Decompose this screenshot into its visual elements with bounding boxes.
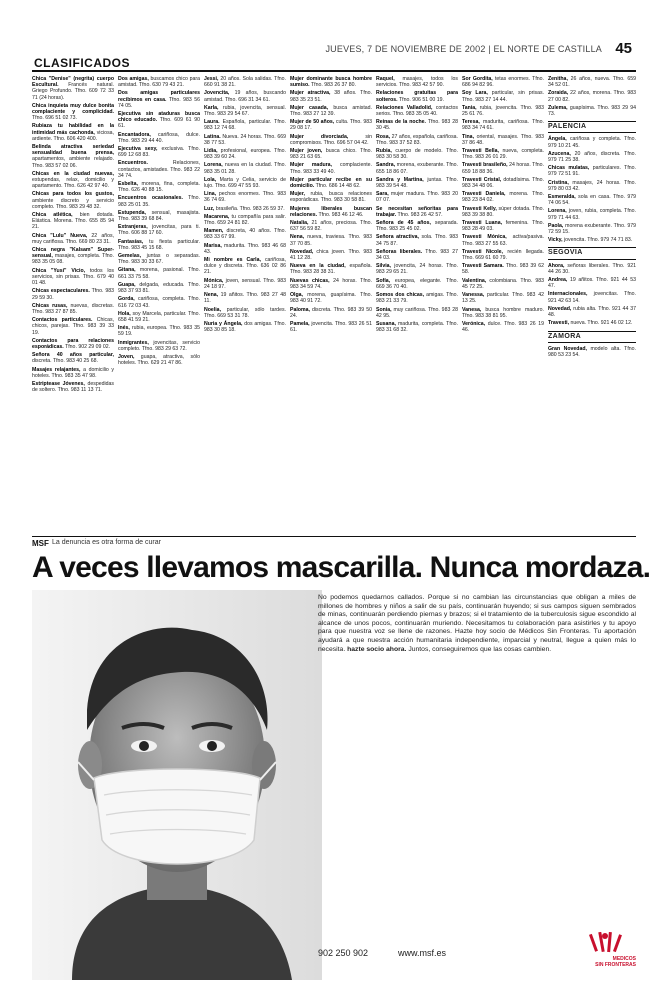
classified-ad: Joven, guapa, atractiva, sólo hoteles. Tfno. 629 21 47 86.: [118, 353, 200, 367]
classified-ad: Teresa, madurita, cariñosa. Tfno. 983 34 74 61.: [462, 119, 544, 132]
classified-ad: Latina. Nueva. 24 horas. Tfno. 669 38 77 53.: [204, 133, 286, 146]
classified-ad: Señora 40 años particular, discreta. Tfno. 983 40 25 68.: [32, 352, 114, 365]
classified-ad: Sor Gordita, tetas enormes. Tfno. 686 94 82 96.: [462, 76, 544, 89]
region-heading: PALENCIA: [548, 121, 636, 133]
classified-ad: Dos amigas, buscamos chico para amistad. Tfno. 630 79 43 21.: [118, 76, 200, 89]
classified-ad: Chicas espectaculares. Tfno. 983 29 59 30.: [32, 288, 114, 301]
classified-ad: Silvia, jovencita, 24 horas. Tfno. 983 29 65 21.: [376, 263, 458, 276]
msf-tagline: La denuncia es otra forma de curar: [52, 539, 161, 546]
classified-ad: Rubiaza tu habilidad en la intimidad más cachonda, viciosa, ardiente. Tfno. 606 420 400.: [32, 123, 114, 142]
classified-ad: Chica "Denise" (negrita) cuerpo Escultural. Francés natural. Griego Profundo. Tfno. 609 72 33 71 (24 horas).: [32, 76, 114, 101]
classified-ad: Lina, pechos enormes. Tfno. 983 36 74 69.: [204, 191, 286, 204]
classified-ad: Gitana, morena, pasional. Tfno. 661 33 75 58.: [118, 267, 200, 280]
classified-ad: Chicas mulatas, particulares. Tfno. 979 72 51 91.: [548, 165, 636, 178]
classified-ad: Marisa, madurita. Tfno. 983 46 68 43.: [204, 242, 286, 255]
classified-ad: Fantasías, tu fiesta particular. Tfno. 983 45 15 68.: [118, 238, 200, 251]
classified-column-7: [548, 76, 636, 534]
classified-ad: Gran Novedad, modelo alta. Tfno. 980 53 23 54.: [548, 345, 636, 358]
classified-ad: Paloma, discreta. Tfno. 983 39 50 24.: [290, 306, 372, 319]
classified-ad: Paola, morena exuberante. Tfno. 979 72 59 15.: [548, 222, 636, 236]
classified-ad: Travesti Luana, femenina. Tfno. 983 28 49 03.: [462, 220, 544, 233]
page-number: 45: [615, 40, 632, 57]
classified-ad: Masajes relajantes, a domicilio y hoteles. Tfno. 983 35 47 98.: [32, 366, 114, 379]
classified-ad: Travesti Cristal, dotadísima. Tfno. 983 34 48 06.: [462, 176, 544, 190]
classified-ad: Ángela, cariñosa y completa. Tfno. 979 10 21 45.: [548, 136, 636, 149]
msf-logo-wordmark: [580, 956, 636, 968]
classified-ad: Sandra y Martina, juntas. Tfno. 983 39 54 48.: [376, 176, 458, 190]
classified-ad: Chica atlética, bien dotada. Elástica. Morena. Tfno. 655 85 94 21.: [32, 212, 114, 231]
classified-ad: Chica "Yusi" Vicio, todos los servicios, sin prisas. Tfno. 679 40 01 48.: [32, 267, 114, 287]
classified-ad: Chicas en la ciudad nuevas, estupendas, relax, domicilio y apartamento. Tfno. 626 42 97 40.: [32, 170, 114, 190]
ad-website: www.msf.es: [398, 948, 447, 958]
classified-ad: Azucena, 20 años, discreta. Tfno. 979 71 25 38.: [548, 150, 636, 164]
classified-ad: Susana, madurita, completa. Tfno. 983 31 68 32.: [376, 320, 458, 334]
classified-ad: Travesti Daniela, morena. Tfno. 983 23 84 02.: [462, 191, 544, 204]
classified-ad: Nena, 19 añitos. Tfno. 983 27 48 11.: [204, 292, 286, 305]
classified-ad: Extranjeras, jovencitas, para ti. Tfno. 606 88 17 60.: [118, 224, 200, 237]
classified-ad: Vanessa, particular. Tfno. 983 42 13 25.: [462, 292, 544, 305]
msf-logo-line-2: SIN FRONTERAS: [595, 962, 636, 968]
classified-ad: Relaciones Valladolid, contactos serios. Tfno. 983 35 05 40.: [376, 104, 458, 118]
classified-ad: Ahora, señoras liberales. Tfno. 921 44 26 30.: [548, 262, 636, 275]
classified-ad: Nena, nueva, traviesa. Tfno. 983 37 70 85.: [290, 234, 372, 247]
classified-ad: Mujer dominante busca hombre sumiso. Tfno. 983 26 37 80.: [290, 76, 372, 89]
classified-ad: Vicky, jovencita. Tfno. 979 74 71 83.: [548, 237, 633, 244]
classified-ad: Travesti Samara. Tfno. 983 39 62 58.: [462, 263, 544, 276]
classified-ad: Encuentros. Relaciones, contactos, amistades. Tfno. 983 22 34 74.: [118, 160, 200, 179]
region-heading: ZAMORA: [548, 331, 636, 343]
classified-ad: Estupenda, sensual, masajista. Tfno. 983 39 68 84.: [118, 209, 200, 223]
classified-ad: Mujeres liberales buscan relaciones. Tfno. 983 46 12 46.: [290, 205, 372, 218]
classified-ad: Sandra, morena, exuberante. Tfno. 655 18 86 07.: [376, 162, 458, 175]
classified-ad: Soy Lara, particular, sin prisas. Tfno. 983 27 14 44.: [462, 90, 544, 103]
classified-ad: Lorena, nueva en la ciudad. Tfno. 983 35 01 28.: [204, 162, 286, 175]
classified-column-3: [204, 76, 286, 534]
classified-ad: Karla, rubia, jovencita, sensual. Tfno. 983 29 54 67.: [204, 104, 286, 118]
classified-ad: Encuentros ocasionales. Tfno. 983 25 01 35.: [118, 195, 200, 208]
classified-ad: Zoraida, 22 años, morena. Tfno. 983 27 00 82.: [548, 90, 636, 103]
classified-ad: Señora de 45 años, separada. Tfno. 983 25 45 02.: [376, 220, 458, 233]
classified-ad: Sara, mujer madura. Tfno. 983 20 07 07.: [376, 191, 458, 204]
classified-ad: Jovencita, 19 años, buscando amistad. Tfno. 696 31 34 61.: [204, 90, 286, 103]
classified-ad: Travesti Kelly, súper dotada. Tfno. 983 39 38 80.: [462, 205, 544, 218]
classified-column-2: [118, 76, 200, 534]
ad-headline: A veces llevamos mascarilla. Nunca mordaza.: [32, 551, 650, 584]
classified-ad: Esmeralda, sola en casa. Tfno. 979 74 06 54.: [548, 194, 636, 207]
msf-logo-line-1: MEDICOS: [612, 956, 636, 962]
classified-ad: Novedad, chica joven. Tfno. 983 41 12 28.: [290, 248, 372, 262]
classified-ad: Chica negra "Kalsam" Super-sensual, masajes, completa. Tfno. 983 35 05 08.: [32, 247, 114, 266]
classified-ad: Somos dos chicas, amigas. Tfno. 983 21 33 79.: [376, 292, 458, 305]
classified-ad: Raquel, masajes, todos los servicios. Tfno. 983 42 57 90.: [376, 76, 458, 89]
classified-ad: Travesti Nicole, recién llegada. Tfno. 669 61 60 79.: [462, 248, 544, 262]
section-title: CLASIFICADOS: [34, 56, 130, 70]
classified-ad: Encantadora, cariñosa, dulce. Tfno. 983 29 44 40.: [118, 131, 200, 144]
classified-ad: Zulema, guapísima. Tfno. 983 29 94 73.: [548, 104, 636, 118]
classified-ad: Mujer casada, busca amistad. Tfno. 983 27 12 39.: [290, 104, 372, 118]
classified-ad: Gorda, cariñosa, completa. Tfno. 616 72 03 43.: [118, 296, 200, 309]
classified-ad: Mujer divorciada, sin compromisos. Tfno. 696 57 04 42.: [290, 133, 372, 146]
classified-ad: Pamela, jovencita. Tfno. 983 26 51 61.: [290, 320, 372, 334]
classified-ad: Mujer madura, complaciente. Tfno. 983 33 49 40.: [290, 162, 372, 175]
classified-ad: Vanesa, busca hombre maduro. Tfno. 983 38 81 95.: [462, 306, 544, 319]
ad-contact-footer: [318, 932, 636, 972]
classified-ad: Se necesitan señoritas para trabajar. Tfno. 983 26 42 57.: [376, 205, 458, 218]
classified-ad: Mujer de 50 años, culta. Tfno. 983 29 08 17.: [290, 119, 372, 132]
classified-ad: Macarena, tu compañía para salir. Tfno. 659 24 81 82.: [204, 213, 286, 227]
classified-ad: Inmigrantes, jovencitas, servicio completo. Tfno. 983 29 63 72.: [118, 339, 200, 352]
classified-ad: Ejecutiva sexy, exclusiva. Tfno. 699 12 68 83.: [118, 146, 200, 159]
classified-ad: Novedad, rubia alta. Tfno. 921 44 37 48.: [548, 305, 636, 319]
classified-ad: Belinda atractiva seriedad sensualidad buena prensa, apartamentos, ambiente relajado. Tfno. 983 57 02 06.: [32, 144, 114, 169]
classified-ad: Luz, brasileña. Tfno. 983 26 59 37.: [204, 205, 285, 212]
classified-ad: Mujer, rubia, busca relaciones esporádicas. Tfno. 983 30 58 81.: [290, 191, 372, 204]
classified-columns: [32, 76, 636, 534]
classified-ad: Chicas rusas, nuevas, discretas. Tfno. 983 27 87 85.: [32, 302, 114, 315]
classified-ad: Gemelas, juntas o separadas. Tfno. 983 30 33 67.: [118, 253, 200, 266]
ad-phone-number: 902 250 902: [318, 948, 369, 958]
header-date: JUEVES, 7 DE NOVIEMBRE DE 2002 | EL NORTE DE CASTILLA: [325, 44, 602, 54]
classified-ad: Natalia, 21 años, preciosa. Tfno. 637 56 59 82.: [290, 220, 372, 233]
classified-ad: Noelia, particular, sólo tardes. Tfno. 669 53 31 78.: [204, 306, 286, 319]
classified-ad: Mi nombre es Carla, cariñosa, dulce y discreta. Tfno. 636 02 86 21.: [204, 257, 286, 276]
classified-ad: Chicas para todos los gustos, ambiente discreto y servicio completo. Tfno. 983 29 48 32.: [32, 191, 114, 210]
classified-ad: Laura. Española, particular. Tfno. 983 12 74 68.: [204, 119, 286, 132]
classified-ad: Nuevas chicas, 24 horas. Tfno. 983 34 59 74.: [290, 277, 372, 290]
classified-ad: Chica "Lulu" Nueva, 22 años, muy cariñosa. Tfno. 669 80 23 31.: [32, 232, 114, 245]
region-heading: SEGOVIA: [548, 247, 636, 259]
masked-face-photo: [32, 590, 322, 980]
classified-ad: Cristina, masajes, 24 horas. Tfno. 979 80 03 42.: [548, 179, 636, 192]
classified-ad: Valentina, colombiana. Tfno. 983 45 72 25.: [462, 277, 544, 290]
ad-body-text: No podemos quedarnos callados. Porque si no cambian las circunstancias que obligan a miles de millones de hombres y niños a salir de su país, continuarán huyendo; si sus campos siguen sembrados de minas, continuarán perdiendo piernas y brazos; si el tratamiento de la tuberculosis sigue escondido al alcance de unos pocos, continuarán muriendo. Necesitamos tu colaboración para asistirles y tu apoyo para que nuestra voz se llene de razones. Hazte hoy socio de Médicos Sin Fronteras. Tu aportación ayudará a que nuestra acción humanitaria independiente, imparcial y neutral, llegue a quien más lo necesita.: [318, 594, 636, 653]
classified-ad: Inés, rubia, europea. Tfno. 983 35 59 19.: [118, 325, 200, 338]
classified-ad: Sofía, europea, elegante. Tfno. 669 36 70 40.: [376, 277, 458, 290]
classified-ad: Travesti brasileño, 24 horas. Tfno. 659 18 88 36.: [462, 162, 544, 175]
classified-column-1: [32, 76, 114, 534]
classified-ad: Señora atractiva, sola. Tfno. 983 34 75 87.: [376, 234, 458, 247]
classified-ad: Mónica, joven, sensual. Tfno. 983 24 18 97.: [204, 277, 286, 290]
classified-ad: Jessi, 20 años. Sola salidas. Tfno. 660 91 38 21.: [204, 76, 286, 89]
classified-ad: Mujer joven, busca chico. Tfno. 983 21 63 65.: [290, 148, 372, 161]
msf-logo-small: MSF: [32, 539, 49, 548]
classified-ad: Internacionales, jovencitas. Tfno. 921 42 63 14.: [548, 291, 636, 304]
classified-ad: Dos amigas particulares recibimos en casa. Tfno. 983 56 74 05.: [118, 90, 200, 109]
classified-ad: Mamen, discreta, 40 años. Tfno. 983 33 67 99.: [204, 228, 286, 241]
masked-face-illustration: [32, 590, 322, 980]
ad-body-copy: [318, 594, 636, 654]
classified-ad: Nuria y Ángela, dos amigas. Tfno. 983 30 85 18.: [204, 320, 286, 334]
classified-column-4: [290, 76, 372, 534]
classified-ad: Lola, Marta y Celia, servicio de lujo. Tfno. 699 47 55 93.: [204, 176, 286, 190]
classified-ad: Andrea, 19 añitos. Tfno. 921 44 53 47.: [548, 277, 636, 290]
classified-ad: Señoras liberales. Tfno. 983 27 34 03.: [376, 248, 458, 262]
classified-ad: Tania, rubia, jovencita. Tfno. 983 25 61 76.: [462, 104, 544, 118]
classified-ad: Travesti Mónica, activa/pasiva. Tfno. 983 27 55 63.: [462, 234, 544, 247]
classified-ad: Rosa, 27 años, española, cariñosa. Tfno. 983 37 52 83.: [376, 133, 458, 146]
classified-ad: Hola, soy Marcela, particular. Tfno. 658 41 59 21.: [118, 310, 200, 323]
classified-ad: Sonia, muy cariñosa. Tfno. 983 28 42 95.: [376, 306, 458, 319]
msf-ad-topbar: [32, 536, 636, 548]
classified-ad: Contactos para relaciones esporádicas. Tfno. 902 29 09 02.: [32, 337, 114, 350]
classified-ad: Travesti Bella, nueva, completa. Tfno. 983 26 01 29.: [462, 148, 544, 161]
classified-ad: Estriptease Jóvenes, despedidas de soltero. Tfno. 983 11 13 71.: [32, 380, 114, 394]
classified-column-6: [462, 76, 544, 534]
classified-ad: Olga, morena, guapísima. Tfno. 983 40 91 72.: [290, 292, 372, 305]
classified-ad: Rubia, cuerpo de modelo. Tfno. 983 30 58 30.: [376, 148, 458, 161]
classified-ad: Chica inquieta muy dulce bonita complaciente y complicidad. Tfno. 696 51 02 73.: [32, 102, 114, 122]
classified-ad: Reinas de la noche. Tfno. 983 28 30 45.: [376, 119, 458, 132]
classified-ad: Nueva en la ciudad, española. Tfno. 983 28 38 31.: [290, 263, 372, 276]
classified-ad: Lorena, joven, rubia, completa. Tfno. 979 71 44 63.: [548, 208, 636, 221]
classified-ad: Relaciones gratuitas para solteros. Tfno. 906 51 00 19.: [376, 90, 458, 103]
ad-call-to-action: hazte socio ahora.: [347, 645, 407, 653]
classified-ad: Mujer atractiva, 38 años. Tfno. 983 35 23 51.: [290, 90, 372, 103]
ad-body-end: Juntos, conseguiremos que las cosas cambien.: [408, 645, 552, 653]
classified-ad: Esbelta, morena, fina, completa. Tfno. 626 40 88 15.: [118, 181, 200, 194]
classified-ad: Guapa, delgada, educada. Tfno. 983 37 93 81.: [118, 281, 200, 295]
classified-ad: Lidia, profesional, europea. Tfno. 983 39 60 24.: [204, 148, 286, 161]
classified-ad: Ejecutiva sin ataduras busca chico educado. Tfno. 609 61 90 61.: [118, 111, 200, 130]
classified-ad: Contactos particulares. Chicas, chicos, parejas. Tfno. 983 39 33 19.: [32, 317, 114, 336]
classified-ad: Tina, oriental, masajes. Tfno. 983 37 86 48.: [462, 133, 544, 146]
classified-column-5: [376, 76, 458, 534]
classified-ad: Mujer particular recibe en su domicilio. Tfno. 686 14 48 62.: [290, 176, 372, 190]
classified-ad: Zenitha, 26 años, nueva. Tfno. 659 34 52 01.: [548, 76, 636, 89]
classified-ad: Travesti, nueva. Tfno. 921 46 02 12.: [548, 320, 633, 327]
header-rule: [32, 70, 636, 72]
classified-ad: Verónica, dulce. Tfno. 983 26 19 46.: [462, 320, 544, 334]
